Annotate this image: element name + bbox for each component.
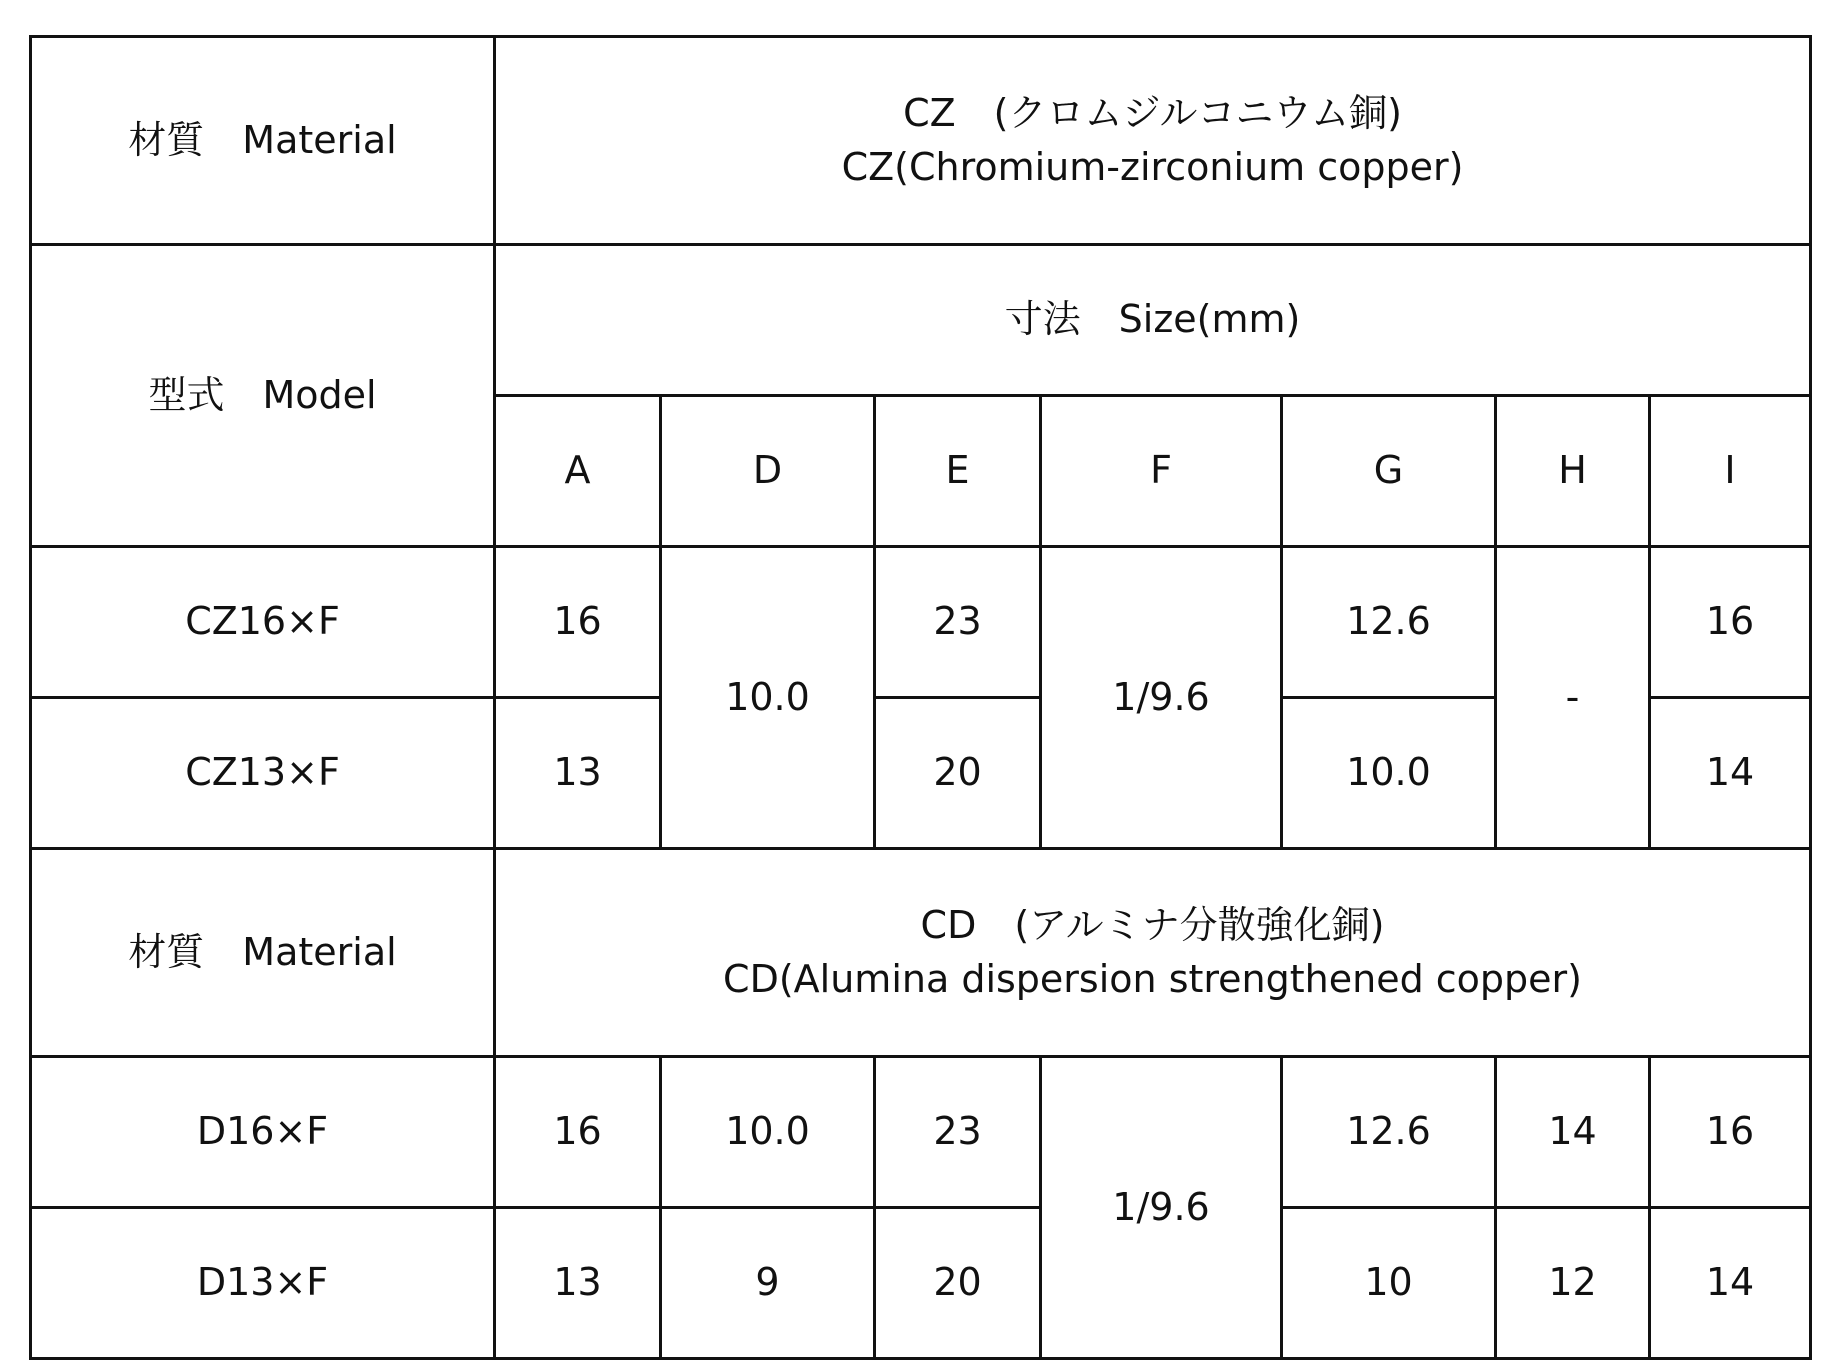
cell-e: 20	[875, 1208, 1041, 1359]
model-cell: D13×F	[31, 1208, 495, 1359]
col-header-e: E	[875, 396, 1041, 547]
model-cell: CZ16×F	[31, 547, 495, 698]
cell-e: 23	[875, 547, 1041, 698]
cz-material-label: 材質 Material	[31, 37, 495, 245]
cell-f: 1/9.6	[1041, 547, 1282, 849]
col-header-h: H	[1496, 396, 1650, 547]
col-header-f: F	[1041, 396, 1282, 547]
model-cell: CZ13×F	[31, 698, 495, 849]
cell-h: 14	[1496, 1057, 1650, 1208]
cell-h: -	[1496, 547, 1650, 849]
cell-e: 23	[875, 1057, 1041, 1208]
table-row	[31, 1057, 1811, 1208]
cd-material-value	[495, 849, 1811, 1057]
cell-d: 10.0	[661, 1057, 875, 1208]
cell-g: 12.6	[1282, 1057, 1496, 1208]
cell-g: 12.6	[1282, 547, 1496, 698]
cz-material-row	[31, 37, 1811, 245]
cell-d: 10.0	[661, 547, 875, 849]
cell-i: 14	[1650, 1208, 1811, 1359]
size-label: 寸法 Size(mm)	[495, 245, 1811, 396]
cell-h: 12	[1496, 1208, 1650, 1359]
cell-i: 16	[1650, 1057, 1811, 1208]
cz-material-value	[495, 37, 1811, 245]
cz-material-en: CZ(Chromium-zirconium copper)	[841, 144, 1464, 189]
cd-material-jp: CD (アルミナ分散強化銅)	[920, 903, 1385, 948]
table-row	[31, 547, 1811, 698]
cell-g: 10.0	[1282, 698, 1496, 849]
cd-material-label: 材質 Material	[31, 849, 495, 1057]
model-cell: D16×F	[31, 1057, 495, 1208]
col-header-d: D	[661, 396, 875, 547]
size-header-row	[31, 245, 1811, 396]
cell-i: 14	[1650, 698, 1811, 849]
cell-d: 9	[661, 1208, 875, 1359]
cell-a: 16	[495, 547, 661, 698]
cz-material-jp: CZ (クロムジルコニウム銅)	[903, 91, 1402, 136]
cell-a: 16	[495, 1057, 661, 1208]
cell-f: 1/9.6	[1041, 1057, 1282, 1359]
cell-a: 13	[495, 1208, 661, 1359]
table-row	[31, 1208, 1811, 1359]
spec-table	[29, 35, 1812, 1360]
cd-material-row	[31, 849, 1811, 1057]
cell-a: 13	[495, 698, 661, 849]
col-header-a: A	[495, 396, 661, 547]
cell-g: 10	[1282, 1208, 1496, 1359]
cell-e: 20	[875, 698, 1041, 849]
model-label: 型式 Model	[31, 245, 495, 547]
cd-material-en: CD(Alumina dispersion strengthened copper)	[723, 956, 1582, 1001]
cell-i: 16	[1650, 547, 1811, 698]
col-header-i: I	[1650, 396, 1811, 547]
col-header-g: G	[1282, 396, 1496, 547]
